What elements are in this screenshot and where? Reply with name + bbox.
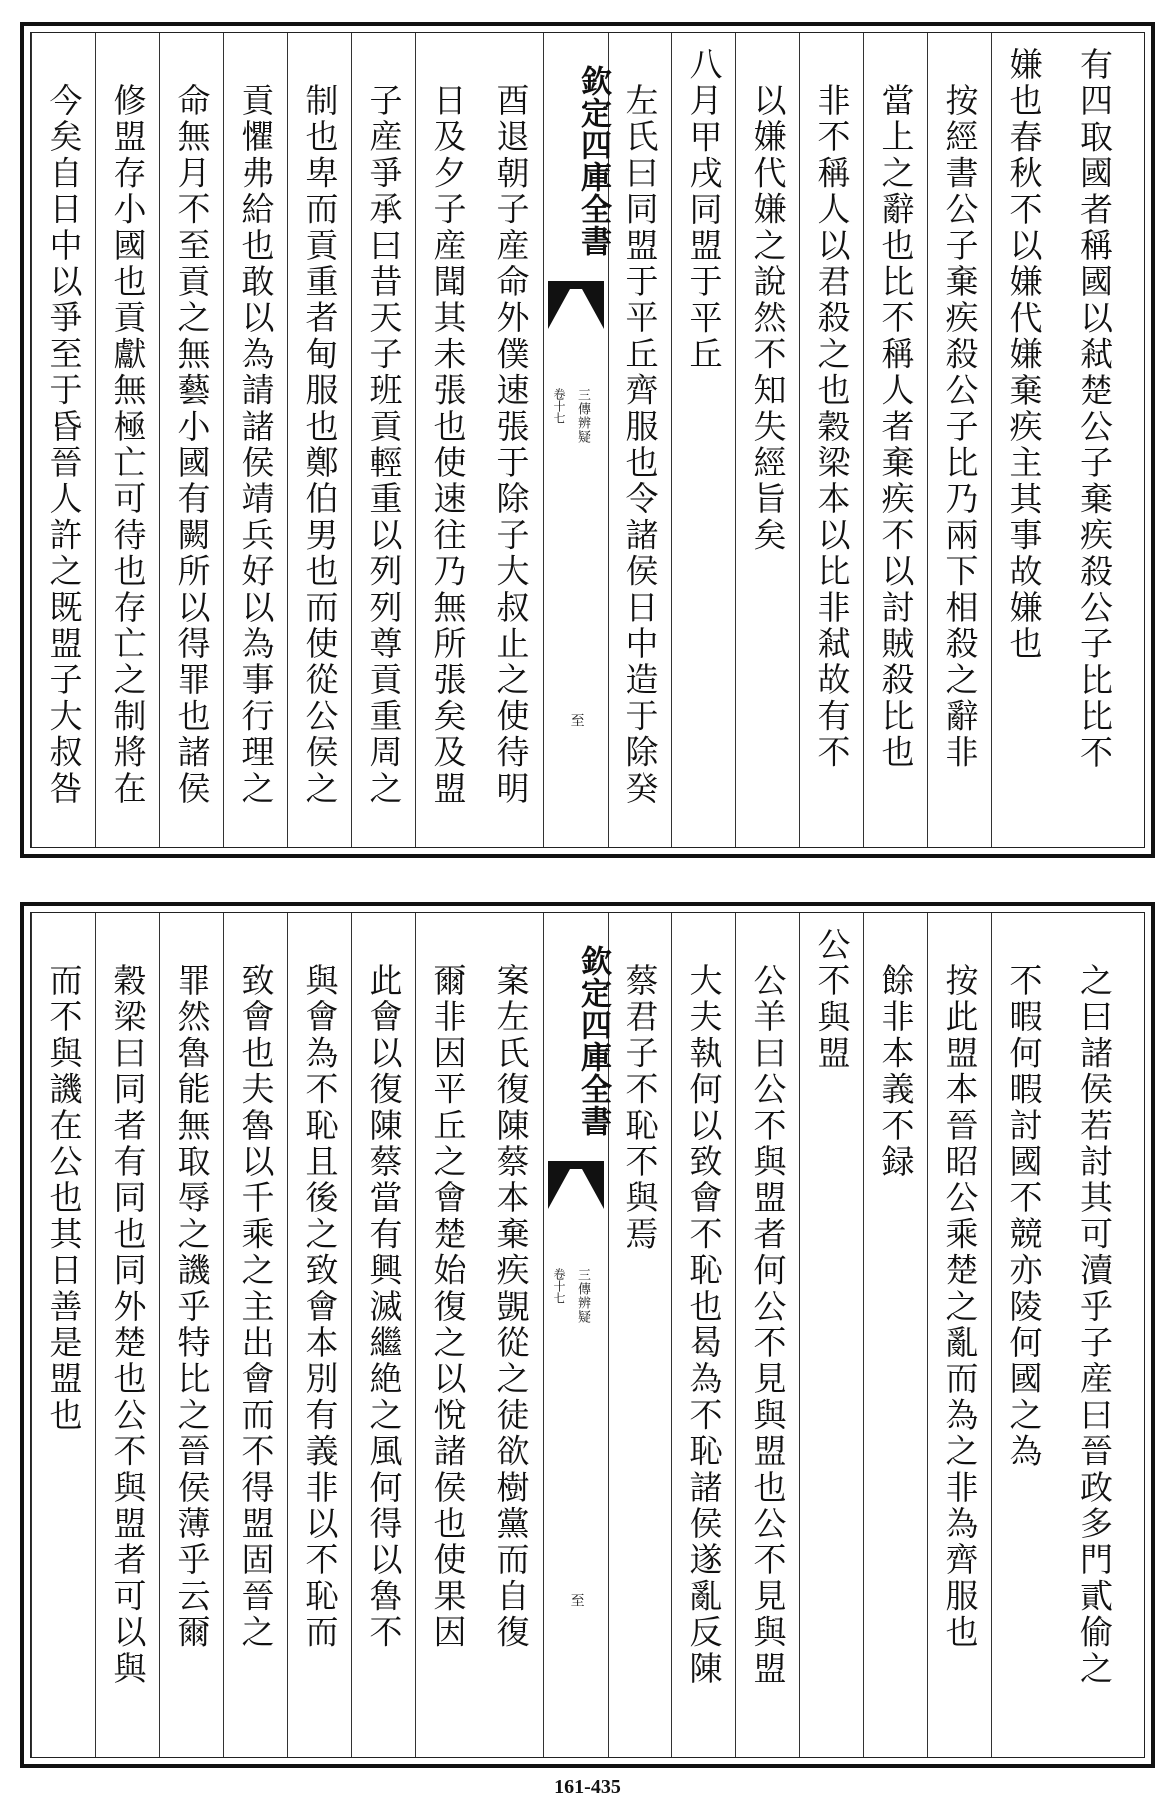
text-column: 穀梁曰同者有同也同外楚也公不與盟者可以與: [95, 913, 160, 1757]
text-column: 案左氏復陳蔡本棄疾覬從之徒欲樹黨而自復: [491, 963, 531, 1651]
text-column: 按此盟本晉昭公乘楚之亂而為之非為齊服也: [927, 913, 992, 1757]
center-gutter: [543, 33, 609, 847]
text-column: 按經書公子棄疾殺公子比乃兩下相殺之辭非: [927, 33, 992, 847]
top-page-frame: [30, 32, 1145, 848]
text-column: 與會為不恥且後之致會本別有義非以不恥而: [287, 913, 352, 1757]
text-column: 嫌也春秋不以嫌代嫌棄疾主其事故嫌也: [991, 33, 1056, 847]
entry-heading: 公不與盟: [799, 913, 864, 1757]
text-column: 日及夕子産聞其未張也使速往乃無所張矣及盟: [415, 33, 480, 847]
text-column: 今矣自日中以爭至于昏晉人許之既盟子大叔咎: [31, 33, 96, 847]
text-column: 公羊曰公不與盟者何公不見與盟也公不見與盟: [735, 913, 800, 1757]
text-column: 餘非本義不録: [863, 913, 928, 1757]
text-column: 不暇何暇討國不競亦陵何國之為: [991, 913, 1056, 1757]
text-column: 子産爭承曰昔天子班貢輕重以列列尊貢重周之: [351, 33, 416, 847]
text-column: 致會也夫魯以千乘之主出會而不得盟固晉之: [223, 913, 288, 1757]
text-column: 此會以復陳蔡當有興滅繼絶之風何得以魯不: [351, 913, 416, 1757]
volume-number: 卷十七: [551, 1268, 566, 1304]
text-column: 制也卑而貢重者甸服也鄭伯男也而使從公侯之: [287, 33, 352, 847]
text-column: 以嫌代嫌之說然不知失經旨矣: [735, 33, 800, 847]
bottom-page-frame: [30, 912, 1145, 1758]
text-column: 蔡君子不恥不與焉: [607, 913, 672, 1757]
book-title: 三傳辨疑: [575, 388, 590, 444]
text-column: 之曰諸侯若討其可瀆乎子産曰晉政多門貳偷之: [1075, 963, 1114, 1687]
collection-title: 欽定四庫全書: [575, 65, 611, 257]
bottom-page: [20, 902, 1155, 1768]
text-column: 命無月不至貢之無藝小國有闕所以得罪也諸侯: [159, 33, 224, 847]
text-column: 非不稱人以君殺之也穀梁本以比非弒故有不: [799, 33, 864, 847]
text-column: 爾非因平丘之會楚始復之以悅諸侯也使果因: [415, 913, 480, 1757]
volume-number: 卷十七: [551, 388, 566, 424]
text-column: 大夫執何以致會不恥也曷為不恥諸侯遂亂反陳: [671, 913, 736, 1757]
leaf-number: 至: [568, 713, 585, 727]
entry-heading: 八月甲戌同盟于平丘: [671, 33, 736, 847]
collection-title: 欽定四庫全書: [575, 945, 611, 1137]
text-column: 有四取國者稱國以弒楚公子棄疾殺公子比比不: [1075, 47, 1114, 771]
text-column: 酉退朝子産命外僕速張于除子大叔止之使待明: [491, 83, 531, 807]
book-title: 三傳辨疑: [575, 1268, 590, 1324]
top-page: [20, 22, 1155, 858]
fishtail-mark: [548, 1161, 604, 1251]
text-column: 修盟存小國也貢獻無極亡可待也存亡之制將在: [95, 33, 160, 847]
text-column: 罪然魯能無取辱之譏乎特比之晉侯薄乎云爾: [159, 913, 224, 1757]
leaf-number: 至: [568, 1593, 585, 1607]
page-number: 161-435: [554, 1776, 621, 1798]
text-column: 左氏曰同盟于平丘齊服也令諸侯日中造于除癸: [607, 33, 672, 847]
text-column: 當上之辭也比不稱人者棄疾不以討賊殺比也: [863, 33, 928, 847]
fishtail-mark: [548, 281, 604, 371]
text-column: 而不與譏在公也其日善是盟也: [31, 913, 96, 1757]
center-gutter: [543, 913, 609, 1757]
text-column: 貢懼弗給也敢以為請諸侯靖兵好以為事行理之: [223, 33, 288, 847]
